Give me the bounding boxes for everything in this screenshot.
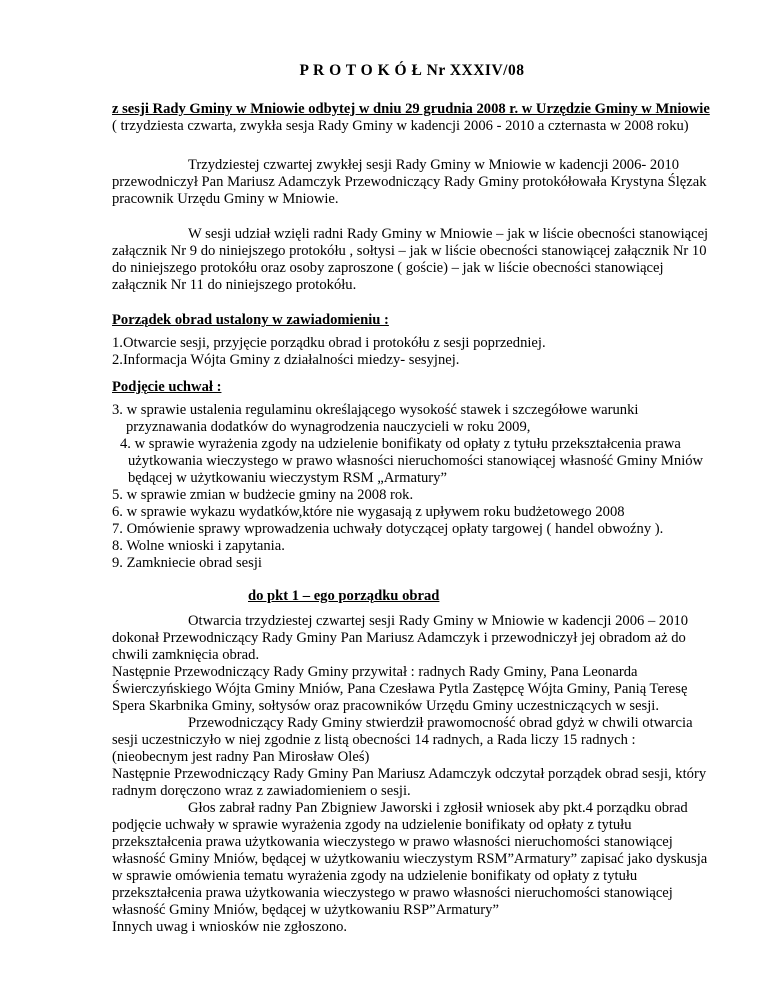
title-text: P R O T O K Ó Ł Nr XXXIV/08 xyxy=(299,62,525,79)
section-body xyxy=(112,613,712,936)
session-intro-bold: z sesji Rady Gminy w Mniowie odbytej w dniu 29 grudnia 2008 r. w Urzędzie Gminy w Mniowie xyxy=(112,101,710,117)
list-item: 1.Otwarcie sesji, przyjęcie porządku obrad i protokółu z sesji poprzedniej. xyxy=(112,335,546,351)
document-title xyxy=(112,62,712,79)
chair-paragraph: Trzydziestej czwartej zwykłej sesji Rady Gminy w Mniowie w kadencji 2006- 2010 przewodniczył Pan Mariusz Adamczyk Przewodniczący Rady Gminy protokółowała Krystyna Ślęzak pracownik Urzędu Gminy w Mniowie. xyxy=(112,157,707,207)
session-intro-rest: ( trzydziesta czwarta, zwykła sesja Rady Gminy w kadencji 2006 - 2010 a czternasta w 2008 roku) xyxy=(112,118,689,134)
list-item: 6. w sprawie wykazu wydatków,które nie wygasają z upływem roku budżetowego 2008 xyxy=(112,504,625,520)
list-item: 9. Zamkniecie obrad sesji xyxy=(112,555,262,571)
body-paragraph: Głos zabrał radny Pan Zbigniew Jaworski i zgłosił wniosek aby pkt.4 porządku obrad podjęcie uchwały w sprawie wyrażenia zgody na udzielenie bonifikaty od opłaty z tytułu przekształcenia prawa użytkowania wieczystego w prawo własności nieruchomości stanowiącej własność Gminy Mniów, będącej w użytkowaniu wieczystym RSM”Armatury” zapisać jako dyskusja w sprawie omówienia tematu wyrażenia zgody na udzielenie bonifikaty od opłaty z tytułu przekształcenia prawa użytkowania wieczystego w prawo własności nieruchomości stanowiącej własność Gminy Mniów, będącej w użytkowaniu RSP”Armatury” xyxy=(112,800,708,918)
agenda-heading: Porządek obrad ustalony w zawiadomieniu : xyxy=(112,312,389,328)
body-paragraph: Otwarcia trzydziestej czwartej sesji Rady Gminy w Mniowie w kadencji 2006 – 2010 dokonał Przewodniczący Rady Gminy Pan Mariusz Adamczyk i przewodniczył jej obradom aż do chwili zamknięcia obrad. xyxy=(112,613,689,663)
agenda-list xyxy=(112,335,712,369)
document-page xyxy=(112,62,712,936)
list-item: 5. w sprawie zmian w budżecie gminy na 2008 rok. xyxy=(112,487,414,503)
list-item: 4. w sprawie wyrażenia zgody na udzielenie bonifikaty od opłaty z tytułu przekształcenia prawa użytkowania wieczystego w prawo własności nieruchomości stanowiącej własność Gminy Mniów będącej w użytkowaniu wieczystym RSM „Armatury” xyxy=(120,436,704,486)
resolutions-list xyxy=(112,402,712,572)
section-heading: do pkt 1 – ego porządku obrad xyxy=(248,588,440,604)
resolutions-heading: Podjęcie uchwał : xyxy=(112,379,222,395)
body-paragraph: Innych uwag i wniosków nie zgłoszono. xyxy=(112,919,348,935)
list-item: 3. w sprawie ustalenia regulaminu określającego wysokość stawek i szczegółowe warunki przyznawania dodatków do wynagrodzenia nauczycieli w roku 2009, xyxy=(112,402,639,435)
body-paragraph: Przewodniczący Rady Gminy stwierdził prawomocność obrad gdyż w chwili otwarcia sesji uczestniczyło w niej zgodnie z listą obecności 14 radnych, a Rada liczy 15 radnych : (nieobecnym jest radny Pan Mirosław Oleś) xyxy=(112,715,693,765)
body-paragraph: Następnie Przewodniczący Rady Gminy przywitał : radnych Rady Gminy, Pana Leonarda Świerczyńskiego Wójta Gminy Mniów, Pana Czesława Pytla Zastępcę Wójta Gminy, Panią Teresę Spera Skarbnika Gminy, sołtysów oraz pracowników Urzędu Gminy uczestniczących w sesji. xyxy=(112,664,688,714)
list-item: 8. Wolne wnioski i zapytania. xyxy=(112,538,285,554)
list-item: 7. Omówienie sprawy wprowadzenia uchwały dotyczącej opłaty targowej ( handel obwoźny ). xyxy=(112,521,664,537)
attendance-paragraph: W sesji udział wzięli radni Rady Gminy w Mniowie – jak w liście obecności stanowiącej załącznik Nr 9 do niniejszego protokółu , sołtysi – jak w liście obecności stanowiącej załącznik Nr 10 do niniejszego protokółu oraz osoby zaproszone ( goście) – jak w liście obecności stanowiącej załącznik Nr 11 do niniejszego protokółu. xyxy=(112,226,709,293)
body-paragraph: Następnie Przewodniczący Rady Gminy Pan Mariusz Adamczyk odczytał porządek obrad sesji, który radnym doręczono wraz z zawiadomieniem o sesji. xyxy=(112,766,707,799)
session-intro xyxy=(112,101,712,135)
list-item: 2.Informacja Wójta Gminy z działalności miedzy- sesyjnej. xyxy=(112,352,460,368)
